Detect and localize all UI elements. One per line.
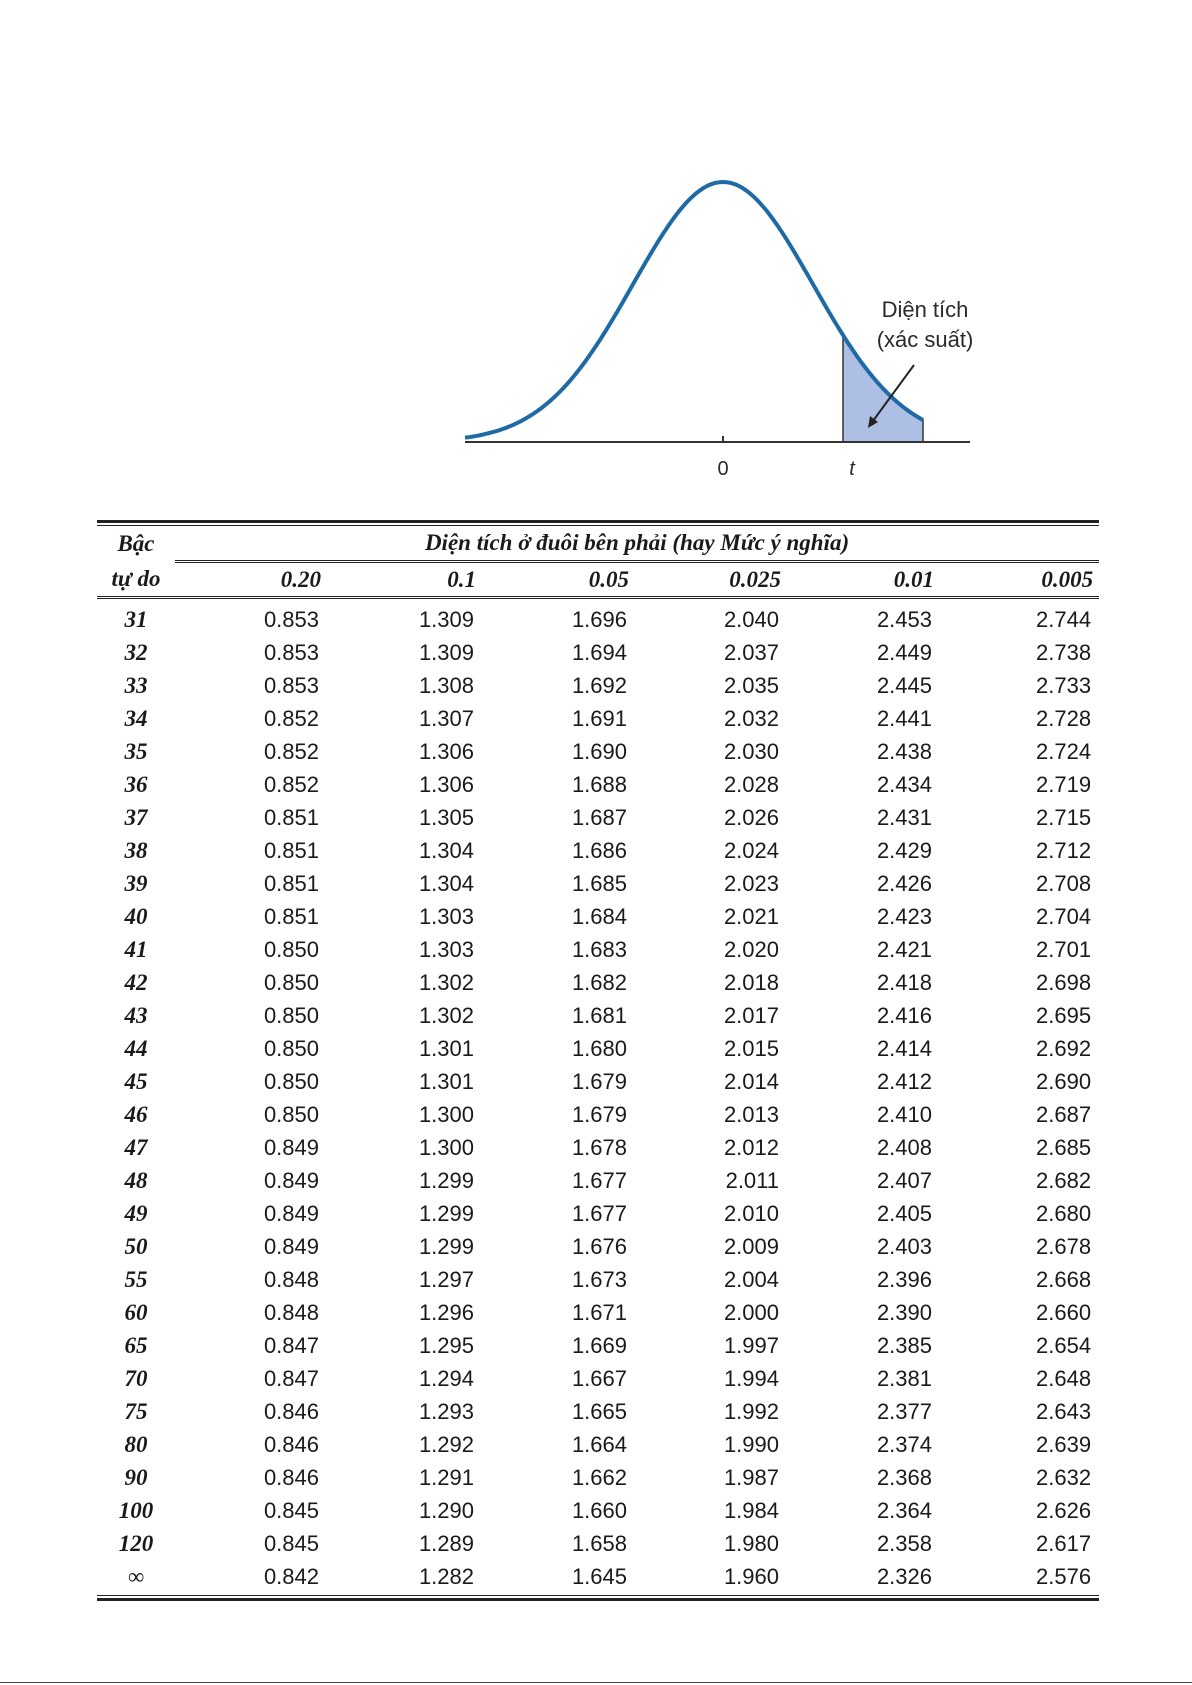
value-cell: 1.664 — [571, 1432, 627, 1457]
df-cell: 34 — [124, 706, 148, 731]
value-cell: 0.849 — [263, 1135, 319, 1160]
table-row — [97, 1230, 1099, 1263]
value-cell: 0.849 — [263, 1168, 319, 1193]
value-cell: 1.681 — [571, 1003, 627, 1028]
value-cell: 1.992 — [723, 1399, 779, 1424]
value-cell: 2.035 — [723, 673, 779, 698]
value-cell: 2.438 — [876, 739, 932, 764]
value-cell: 1.289 — [418, 1531, 474, 1556]
value-cell: 1.987 — [723, 1465, 779, 1490]
df-cell: ∞ — [127, 1564, 145, 1589]
value-cell: 1.660 — [571, 1498, 627, 1523]
value-cell: 0.852 — [263, 772, 319, 797]
df-cell: 49 — [124, 1201, 148, 1226]
table-row — [97, 834, 1099, 867]
value-cell: 0.851 — [263, 871, 319, 896]
value-cell: 1.673 — [571, 1267, 627, 1292]
value-cell: 2.000 — [723, 1300, 779, 1325]
value-cell: 0.849 — [263, 1234, 319, 1259]
table-row — [97, 966, 1099, 999]
value-cell: 1.678 — [571, 1135, 627, 1160]
table-row — [97, 768, 1099, 801]
value-cell: 2.704 — [1036, 904, 1092, 929]
table-row — [97, 1494, 1099, 1527]
value-cell: 1.679 — [571, 1069, 627, 1094]
column-header: 0.005 — [940, 562, 1099, 598]
value-cell: 0.846 — [263, 1432, 319, 1457]
df-cell: 45 — [124, 1069, 148, 1094]
value-cell: 2.660 — [1036, 1300, 1092, 1325]
value-cell: 2.030 — [723, 739, 779, 764]
value-cell: 0.849 — [263, 1201, 319, 1226]
value-cell: 2.024 — [723, 838, 779, 863]
value-cell: 0.847 — [263, 1366, 319, 1391]
value-cell: 0.851 — [263, 805, 319, 830]
value-cell: 1.309 — [418, 607, 474, 632]
value-cell: 2.017 — [723, 1003, 779, 1028]
table-row — [97, 702, 1099, 735]
value-cell: 2.701 — [1036, 937, 1092, 962]
value-cell: 2.445 — [876, 673, 932, 698]
value-cell: 2.654 — [1036, 1333, 1092, 1358]
value-cell: 1.669 — [571, 1333, 627, 1358]
df-cell: 50 — [124, 1234, 148, 1259]
value-cell: 1.658 — [571, 1531, 627, 1556]
value-cell: 1.984 — [723, 1498, 779, 1523]
value-cell: 2.733 — [1036, 673, 1092, 698]
value-cell: 2.690 — [1036, 1069, 1092, 1094]
df-cell: 38 — [124, 838, 148, 863]
df-cell: 35 — [124, 739, 148, 764]
value-cell: 2.407 — [876, 1168, 932, 1193]
value-cell: 2.010 — [723, 1201, 779, 1226]
value-cell: 0.852 — [263, 706, 319, 731]
df-cell: 75 — [124, 1399, 148, 1424]
table-row — [97, 933, 1099, 966]
area-label-line1: Diện tích — [881, 297, 969, 322]
value-cell: 1.309 — [418, 640, 474, 665]
value-cell: 1.665 — [571, 1399, 627, 1424]
value-cell: 1.684 — [571, 904, 627, 929]
value-cell: 2.643 — [1036, 1399, 1092, 1424]
value-cell: 2.018 — [723, 970, 779, 995]
df-cell: 100 — [118, 1498, 154, 1523]
value-cell: 1.303 — [418, 904, 474, 929]
value-cell: 0.850 — [263, 1003, 319, 1028]
value-cell: 0.850 — [263, 970, 319, 995]
t-distribution-figure — [440, 140, 1000, 490]
value-cell: 1.980 — [723, 1531, 779, 1556]
table-row — [97, 1395, 1099, 1428]
value-cell: 2.014 — [723, 1069, 779, 1094]
page-footer-rule — [0, 1682, 1192, 1683]
value-cell: 1.308 — [418, 673, 474, 698]
value-cell: 2.429 — [876, 838, 932, 863]
value-cell: 1.297 — [418, 1267, 474, 1292]
value-cell: 1.671 — [571, 1300, 627, 1325]
table-row — [97, 1362, 1099, 1395]
value-cell: 2.414 — [876, 1036, 932, 1061]
df-cell: 70 — [124, 1366, 148, 1391]
value-cell: 1.997 — [723, 1333, 779, 1358]
df-cell: 41 — [124, 937, 148, 962]
value-cell: 0.851 — [263, 904, 319, 929]
value-cell: 1.295 — [418, 1333, 474, 1358]
value-cell: 2.364 — [876, 1498, 932, 1523]
df-cell: 65 — [124, 1333, 148, 1358]
zero-label: 0 — [717, 458, 729, 480]
value-cell: 2.744 — [1036, 607, 1092, 632]
df-cell: 32 — [124, 640, 148, 665]
t-table — [97, 520, 1099, 1601]
value-cell: 2.698 — [1036, 970, 1092, 995]
df-cell: 44 — [124, 1036, 148, 1061]
df-cell: 43 — [124, 1003, 148, 1028]
value-cell: 2.680 — [1036, 1201, 1092, 1226]
value-cell: 1.301 — [418, 1069, 474, 1094]
critical-values-table — [97, 526, 1099, 1593]
value-cell: 2.632 — [1036, 1465, 1092, 1490]
value-cell: 2.576 — [1036, 1564, 1092, 1589]
table-row — [97, 1164, 1099, 1197]
value-cell: 1.645 — [571, 1564, 627, 1589]
value-cell: 1.299 — [418, 1234, 474, 1259]
value-cell: 1.301 — [418, 1036, 474, 1061]
table-row — [97, 669, 1099, 702]
value-cell: 2.453 — [876, 607, 932, 632]
value-cell: 1.680 — [571, 1036, 627, 1061]
value-cell: 0.850 — [263, 1036, 319, 1061]
value-cell: 2.377 — [876, 1399, 932, 1424]
value-cell: 1.677 — [571, 1168, 627, 1193]
df-cell: 55 — [124, 1267, 148, 1292]
value-cell: 0.845 — [263, 1498, 319, 1523]
value-cell: 2.617 — [1036, 1531, 1092, 1556]
value-cell: 2.410 — [876, 1102, 932, 1127]
value-cell: 1.303 — [418, 937, 474, 962]
value-cell: 2.011 — [725, 1168, 779, 1193]
value-cell: 2.678 — [1036, 1234, 1092, 1259]
value-cell: 1.682 — [571, 970, 627, 995]
value-cell: 2.708 — [1036, 871, 1092, 896]
value-cell: 1.677 — [571, 1201, 627, 1226]
value-cell: 2.368 — [876, 1465, 932, 1490]
value-cell: 1.679 — [571, 1102, 627, 1127]
value-cell: 2.426 — [876, 871, 932, 896]
value-cell: 2.009 — [723, 1234, 779, 1259]
value-cell: 0.846 — [263, 1399, 319, 1424]
df-cell: 48 — [124, 1168, 148, 1193]
value-cell: 0.846 — [263, 1465, 319, 1490]
value-cell: 1.305 — [418, 805, 474, 830]
value-cell: 0.853 — [263, 640, 319, 665]
value-cell: 2.434 — [876, 772, 932, 797]
value-cell: 1.294 — [418, 1366, 474, 1391]
value-cell: 1.291 — [418, 1465, 474, 1490]
table-row — [97, 1065, 1099, 1098]
value-cell: 2.390 — [876, 1300, 932, 1325]
df-cell: 90 — [124, 1465, 148, 1490]
value-cell: 2.431 — [876, 805, 932, 830]
value-cell: 2.013 — [723, 1102, 779, 1127]
value-cell: 2.012 — [723, 1135, 779, 1160]
value-cell: 2.416 — [876, 1003, 932, 1028]
value-cell: 1.688 — [571, 772, 627, 797]
value-cell: 2.715 — [1036, 805, 1092, 830]
value-cell: 0.845 — [263, 1531, 319, 1556]
table-row — [97, 1296, 1099, 1329]
value-cell: 0.850 — [263, 937, 319, 962]
value-cell: 2.728 — [1036, 706, 1092, 731]
value-cell: 2.412 — [876, 1069, 932, 1094]
df-header-line1: Bậc — [117, 530, 155, 556]
table-row — [97, 1560, 1099, 1593]
value-cell: 2.719 — [1036, 772, 1092, 797]
value-cell: 2.423 — [876, 904, 932, 929]
value-cell: 2.405 — [876, 1201, 932, 1226]
column-header: 0.025 — [635, 562, 787, 598]
area-label-line2: (xác suất) — [876, 327, 974, 352]
value-cell: 2.449 — [876, 640, 932, 665]
value-cell: 0.850 — [263, 1102, 319, 1127]
value-cell: 2.441 — [876, 706, 932, 731]
value-cell: 0.853 — [263, 673, 319, 698]
value-cell: 2.712 — [1036, 838, 1092, 863]
value-cell: 1.304 — [418, 871, 474, 896]
value-cell: 1.300 — [418, 1135, 474, 1160]
table-row — [97, 1428, 1099, 1461]
value-cell: 2.026 — [723, 805, 779, 830]
df-cell: 120 — [118, 1531, 154, 1556]
value-cell: 0.853 — [263, 607, 319, 632]
table-row — [97, 1461, 1099, 1494]
value-cell: 1.290 — [418, 1498, 474, 1523]
value-cell: 0.842 — [263, 1564, 319, 1589]
value-cell: 1.299 — [418, 1201, 474, 1226]
value-cell: 1.685 — [571, 871, 627, 896]
value-cell: 2.385 — [876, 1333, 932, 1358]
value-cell: 1.683 — [571, 937, 627, 962]
df-cell: 47 — [124, 1135, 148, 1160]
value-cell: 1.293 — [418, 1399, 474, 1424]
value-cell: 1.302 — [418, 1003, 474, 1028]
table-row — [97, 1527, 1099, 1560]
value-cell: 2.004 — [723, 1267, 779, 1292]
column-header: 0.20 — [175, 562, 327, 598]
value-cell: 1.296 — [418, 1300, 474, 1325]
value-cell: 2.685 — [1036, 1135, 1092, 1160]
table-row — [97, 999, 1099, 1032]
value-cell: 2.032 — [723, 706, 779, 731]
value-cell: 2.682 — [1036, 1168, 1092, 1193]
value-cell: 2.040 — [723, 607, 779, 632]
column-header: 0.1 — [327, 562, 482, 598]
column-header: 0.05 — [482, 562, 635, 598]
value-cell: 0.848 — [263, 1300, 319, 1325]
table-row — [97, 735, 1099, 768]
value-cell: 1.676 — [571, 1234, 627, 1259]
t-label: t — [849, 458, 855, 480]
table-row — [97, 801, 1099, 834]
df-cell: 80 — [124, 1432, 148, 1457]
value-cell: 2.381 — [876, 1366, 932, 1391]
value-cell: 2.015 — [723, 1036, 779, 1061]
table-row — [97, 867, 1099, 900]
value-cell: 2.326 — [876, 1564, 932, 1589]
value-cell: 1.292 — [418, 1432, 474, 1457]
value-cell: 1.282 — [418, 1564, 474, 1589]
value-cell: 1.307 — [418, 706, 474, 731]
value-cell: 1.994 — [723, 1366, 779, 1391]
value-cell: 2.626 — [1036, 1498, 1092, 1523]
table-row — [97, 1329, 1099, 1362]
value-cell: 1.300 — [418, 1102, 474, 1127]
value-cell: 1.662 — [571, 1465, 627, 1490]
df-header-line2: tự do — [97, 562, 175, 598]
value-cell: 1.692 — [571, 673, 627, 698]
value-cell: 2.738 — [1036, 640, 1092, 665]
value-cell: 2.687 — [1036, 1102, 1092, 1127]
value-cell: 1.306 — [418, 739, 474, 764]
value-cell: 0.847 — [263, 1333, 319, 1358]
value-cell: 2.724 — [1036, 739, 1092, 764]
table-row — [97, 1197, 1099, 1230]
df-cell: 37 — [124, 805, 148, 830]
value-cell: 2.418 — [876, 970, 932, 995]
value-cell: 1.306 — [418, 772, 474, 797]
table-row — [97, 900, 1099, 933]
value-cell: 1.990 — [723, 1432, 779, 1457]
value-cell: 2.396 — [876, 1267, 932, 1292]
value-cell: 0.848 — [263, 1267, 319, 1292]
value-cell: 2.021 — [723, 904, 779, 929]
value-cell: 1.686 — [571, 838, 627, 863]
value-cell: 2.421 — [876, 937, 932, 962]
value-cell: 1.687 — [571, 805, 627, 830]
table-row — [97, 1263, 1099, 1296]
value-cell: 1.960 — [723, 1564, 779, 1589]
value-cell: 2.020 — [723, 937, 779, 962]
value-cell: 1.690 — [571, 739, 627, 764]
value-cell: 2.023 — [723, 871, 779, 896]
value-cell: 1.299 — [418, 1168, 474, 1193]
tail-area-title: Diện tích ở đuôi bên phải (hay Mức ý nghĩa) — [175, 526, 1099, 562]
df-cell: 39 — [124, 871, 148, 896]
table-row — [97, 1098, 1099, 1131]
value-cell: 2.037 — [723, 640, 779, 665]
value-cell: 2.358 — [876, 1531, 932, 1556]
value-cell: 0.850 — [263, 1069, 319, 1094]
df-cell: 60 — [124, 1300, 148, 1325]
value-cell: 0.851 — [263, 838, 319, 863]
bottom-rule — [97, 1595, 1099, 1601]
value-cell: 2.408 — [876, 1135, 932, 1160]
df-cell: 31 — [124, 607, 148, 632]
value-cell: 2.695 — [1036, 1003, 1092, 1028]
df-cell: 42 — [124, 970, 148, 995]
table-row — [97, 636, 1099, 669]
df-cell: 33 — [124, 673, 148, 698]
value-cell: 1.302 — [418, 970, 474, 995]
column-header: 0.01 — [787, 562, 940, 598]
df-cell: 36 — [124, 772, 148, 797]
value-cell: 2.692 — [1036, 1036, 1092, 1061]
value-cell: 1.304 — [418, 838, 474, 863]
table-row — [97, 598, 1099, 637]
value-cell: 2.374 — [876, 1432, 932, 1457]
df-cell: 46 — [124, 1102, 148, 1127]
table-row — [97, 1131, 1099, 1164]
value-cell: 2.028 — [723, 772, 779, 797]
df-cell: 40 — [124, 904, 148, 929]
value-cell: 1.696 — [571, 607, 627, 632]
value-cell: 0.852 — [263, 739, 319, 764]
value-cell: 1.691 — [571, 706, 627, 731]
value-cell: 2.648 — [1036, 1366, 1092, 1391]
value-cell: 2.668 — [1036, 1267, 1092, 1292]
table-row — [97, 1032, 1099, 1065]
value-cell: 1.694 — [571, 640, 627, 665]
value-cell: 2.403 — [876, 1234, 932, 1259]
value-cell: 2.639 — [1036, 1432, 1092, 1457]
value-cell: 1.667 — [571, 1366, 627, 1391]
